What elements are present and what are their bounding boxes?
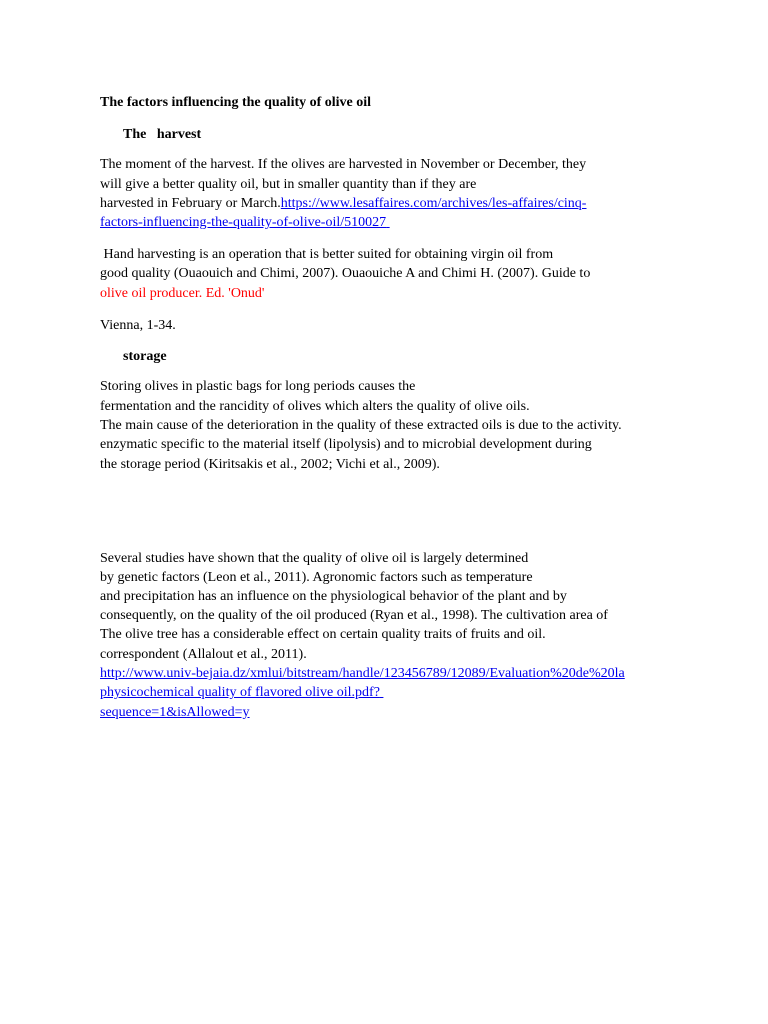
genetic-paragraph-line: consequently, on the quality of the oil produced (Ryan et al., 1998). The cultivation area of bbox=[100, 608, 608, 623]
bejaia-link[interactable]: http://www.univ-bejaia.dz/xmlui/bitstream/handle/123456789/12089/Evaluation%20de%20la bbox=[100, 666, 625, 681]
harvest-paragraph-text: harvested in February or March. bbox=[100, 196, 281, 211]
harvest-paragraph-line: The moment of the harvest. If the olives are harvested in November or December, they bbox=[100, 157, 587, 172]
hand-harvest-line: Hand harvesting is an operation that is better suited for obtaining virgin oil from bbox=[100, 247, 554, 262]
bejaia-link-line[interactable] bbox=[100, 664, 625, 683]
document-title: The factors influencing the quality of olive oil bbox=[100, 95, 372, 110]
lesaffaires-link[interactable]: https://www.lesaffaires.com/archives/les-affaires/cinq- bbox=[280, 196, 587, 211]
harvest-heading: The harvest bbox=[123, 127, 202, 142]
storage-paragraph-line: enzymatic specific to the material itself (lipolysis) and to microbial development during bbox=[100, 437, 592, 452]
bejaia-link-line[interactable] bbox=[100, 683, 628, 702]
lesaffaires-link-part-2[interactable]: factors-influencing-the-quality-of-olive-oil/510027 bbox=[100, 215, 387, 230]
bejaia-link-part-3[interactable]: sequence=1&isAllowed=y bbox=[100, 705, 250, 720]
storage-heading: storage bbox=[123, 349, 167, 364]
storage-paragraph-line: The main cause of the deterioration in the quality of these extracted oils is due to the activity. bbox=[100, 418, 622, 433]
storage-paragraph-line: fermentation and the rancidity of olives which alters the quality of olive oils. bbox=[100, 399, 530, 414]
genetic-paragraph-line: and precipitation has an influence on the physiological behavior of the plant and by bbox=[100, 589, 567, 604]
harvest-paragraph-line-with-link bbox=[100, 194, 586, 213]
bejaia-link-line[interactable] bbox=[100, 703, 250, 722]
vienna-line: Vienna, 1-34. bbox=[100, 318, 176, 333]
storage-paragraph-line: the storage period (Kiritsakis et al., 2002; Vichi et al., 2009). bbox=[100, 457, 440, 472]
genetic-paragraph-line: by genetic factors (Leon et al., 2011). Agronomic factors such as temperature bbox=[100, 570, 533, 585]
harvest-paragraph-line: will give a better quality oil, but in smaller quantity than if they are bbox=[100, 177, 477, 192]
storage-paragraph-line: Storing olives in plastic bags for long periods causes the bbox=[100, 379, 416, 394]
hand-harvest-red-line: olive oil producer. Ed. 'Onud' bbox=[100, 286, 265, 301]
link-underline-trail bbox=[380, 683, 628, 702]
genetic-paragraph-line: correspondent (Allalout et al., 2011). bbox=[100, 647, 307, 662]
genetic-paragraph-line: Several studies have shown that the quality of olive oil is largely determined bbox=[100, 551, 529, 566]
genetic-paragraph-line: The olive tree has a considerable effect on certain quality traits of fruits and oil. bbox=[100, 627, 546, 642]
bejaia-link-part-2[interactable]: physicochemical quality of flavored olive oil.pdf? bbox=[100, 685, 380, 700]
lesaffaires-link-continued[interactable] bbox=[100, 213, 428, 232]
link-underline-trail bbox=[386, 213, 428, 232]
hand-harvest-line: good quality (Ouaouich and Chimi, 2007). Ouaouiche A and Chimi H. (2007). Guide to bbox=[100, 266, 591, 281]
